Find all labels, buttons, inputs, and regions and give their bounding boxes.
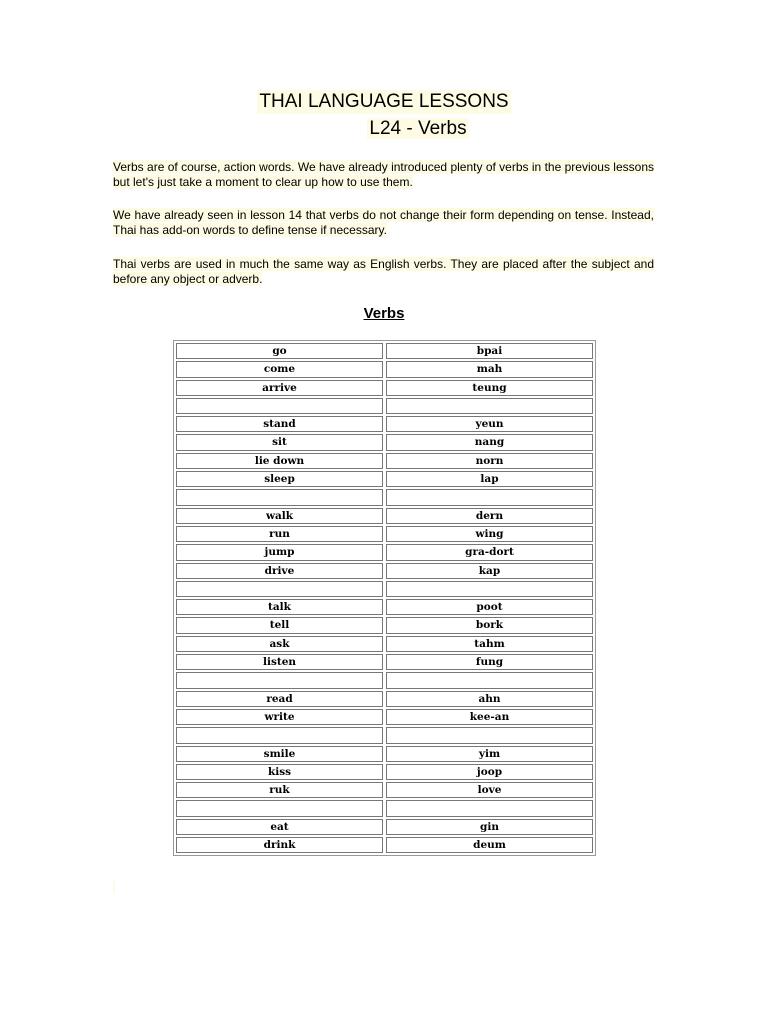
table-row [176, 508, 593, 524]
table-spacer-row [176, 672, 593, 688]
thai-verb-cell: yeun [386, 416, 593, 432]
text-cursor-mark [113, 880, 115, 892]
thai-verb-cell: teung [386, 380, 593, 396]
title-line-2-wrapper [297, 117, 470, 141]
table-row [176, 636, 593, 652]
table-row [176, 380, 593, 396]
thai-verb-cell: joop [386, 764, 593, 780]
table-row [176, 709, 593, 725]
thai-verb-cell: tahm [386, 636, 593, 652]
thai-verb-cell: poot [386, 599, 593, 615]
english-verb-cell: come [176, 361, 383, 377]
table-spacer-row [176, 489, 593, 505]
thai-verb-cell: fung [386, 654, 593, 670]
thai-verb-cell: gin [386, 819, 593, 835]
thai-verb-cell: bork [386, 617, 593, 633]
table-row [176, 416, 593, 432]
thai-verb-cell: mah [386, 361, 593, 377]
english-verb-cell: run [176, 526, 383, 542]
table-row [176, 837, 593, 853]
english-verb-cell: smile [176, 746, 383, 762]
thai-verb-cell: love [386, 782, 593, 798]
table-row [176, 544, 593, 560]
table-row [176, 471, 593, 487]
english-verb-cell: read [176, 691, 383, 707]
thai-verb-cell [386, 398, 593, 414]
table-spacer-row [176, 398, 593, 414]
thai-verb-cell: kap [386, 563, 593, 579]
english-verb-cell: drink [176, 837, 383, 853]
thai-verb-cell: deum [386, 837, 593, 853]
intro-paragraph-2-text: We have already seen in lesson 14 that verbs do not change their form depending on tense. Instead, Thai has add-on words to define tense if necessary. [113, 208, 654, 237]
english-verb-cell [176, 581, 383, 597]
thai-verb-cell [386, 672, 593, 688]
title-line-1: THAI LANGUAGE LESSONS [259, 91, 509, 112]
english-verb-cell [176, 727, 383, 743]
table-row [176, 343, 593, 359]
english-verb-cell [176, 672, 383, 688]
table-row [176, 746, 593, 762]
english-verb-cell [176, 800, 383, 816]
english-verb-cell: ask [176, 636, 383, 652]
thai-verb-cell [386, 581, 593, 597]
table-spacer-row [176, 581, 593, 597]
table-row [176, 563, 593, 579]
table-row [176, 617, 593, 633]
english-verb-cell: talk [176, 599, 383, 615]
thai-verb-cell [386, 489, 593, 505]
english-verb-cell [176, 398, 383, 414]
table-row [176, 691, 593, 707]
english-verb-cell [176, 489, 383, 505]
table-spacer-row [176, 727, 593, 743]
english-verb-cell: go [176, 343, 383, 359]
table-row [176, 434, 593, 450]
english-verb-cell: listen [176, 654, 383, 670]
english-verb-cell: drive [176, 563, 383, 579]
thai-verb-cell: dern [386, 508, 593, 524]
table-spacer-row [176, 800, 593, 816]
thai-verb-cell [386, 800, 593, 816]
thai-verb-cell [386, 727, 593, 743]
document-title [0, 90, 768, 141]
table-row [176, 453, 593, 469]
english-verb-cell: eat [176, 819, 383, 835]
english-verb-cell: sit [176, 434, 383, 450]
thai-verb-cell: yim [386, 746, 593, 762]
english-verb-cell: write [176, 709, 383, 725]
english-verb-cell: kiss [176, 764, 383, 780]
english-verb-cell: walk [176, 508, 383, 524]
table-row [176, 361, 593, 377]
table-row [176, 526, 593, 542]
thai-verb-cell: nang [386, 434, 593, 450]
verbs-table [173, 340, 596, 856]
table-row [176, 654, 593, 670]
table-row [176, 819, 593, 835]
table-row [176, 599, 593, 615]
english-verb-cell: sleep [176, 471, 383, 487]
intro-paragraph-2 [113, 208, 654, 238]
intro-paragraph-1 [113, 160, 654, 190]
intro-paragraph-3 [113, 257, 654, 287]
thai-verb-cell: kee-an [386, 709, 593, 725]
thai-verb-cell: lap [386, 471, 593, 487]
thai-verb-cell: gra-dort [386, 544, 593, 560]
english-verb-cell: ruk [176, 782, 383, 798]
english-verb-cell: arrive [176, 380, 383, 396]
intro-paragraph-1-text: Verbs are of course, action words. We have already introduced plenty of verbs in the previous lessons but let's just take a moment to clear up how to use them. [113, 160, 654, 189]
english-verb-cell: jump [176, 544, 383, 560]
intro-paragraph-3-text: Thai verbs are used in much the same way as English verbs. They are placed after the subject and before any object or adverb. [113, 257, 654, 286]
thai-verb-cell: ahn [386, 691, 593, 707]
section-heading-verbs: Verbs [363, 305, 405, 322]
thai-verb-cell: bpai [386, 343, 593, 359]
english-verb-cell: lie down [176, 453, 383, 469]
table-row [176, 764, 593, 780]
thai-verb-cell: wing [386, 526, 593, 542]
table-row [176, 782, 593, 798]
english-verb-cell: tell [176, 617, 383, 633]
thai-verb-cell: norn [386, 453, 593, 469]
title-line-2: L24 - Verbs [369, 118, 467, 139]
english-verb-cell: stand [176, 416, 383, 432]
